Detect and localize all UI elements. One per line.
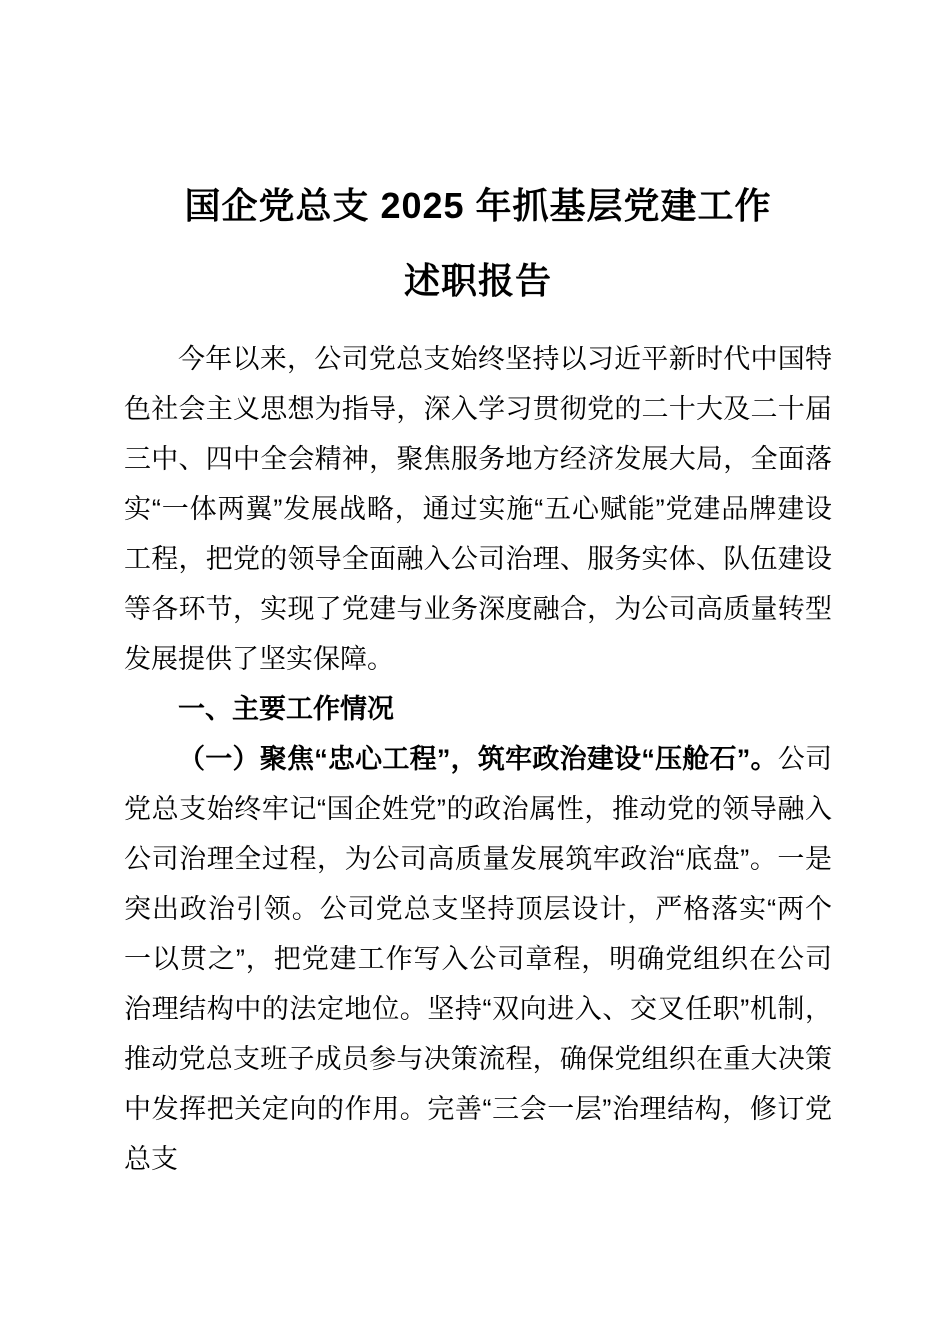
document-body bbox=[124, 334, 832, 1184]
document-title bbox=[124, 168, 832, 318]
title-line-2: 述职报告 bbox=[403, 260, 552, 301]
section1-item1-paragraph bbox=[124, 734, 832, 1184]
section1-item1-lead: （一）聚焦“忠心工程”，筑牢政治建设“压舱石”。 bbox=[178, 744, 778, 774]
title-line-1: 国企党总支 2025 年抓基层党建工作 bbox=[184, 185, 772, 226]
intro-paragraph: 今年以来，公司党总支始终坚持以习近平新时代中国特色社会主义思想为指导，深入学习贯彻党的二十大及二十届三中、四中全会精神，聚焦服务地方经济发展大局，全面落实“一体两翼”发展战略，通过实施“五心赋能”党建品牌建设工程，把党的领导全面融入公司治理、服务实体、队伍建设等各环节，实现了党建与业务深度融合，为公司高质量转型发展提供了坚实保障。 bbox=[124, 344, 832, 674]
section1-item1-body: 公司党总支始终牢记“国企姓党”的政治属性，推动党的领导融入公司治理全过程，为公司高质量发展筑牢政治“底盘”。一是突出政治引领。公司党总支坚持顶层设计，严格落实“两个一以贯之”，把党建工作写入公司章程，明确党组织在公司治理结构中的法定地位。坚持“双向进入、交叉任职”机制，推动党总支班子成员参与决策流程，确保党组织在重大决策中发挥把关定向的作用。完善“三会一层”治理结构，修订党总支 bbox=[124, 744, 833, 1174]
section1-heading: 一、主要工作情况 bbox=[178, 694, 394, 724]
